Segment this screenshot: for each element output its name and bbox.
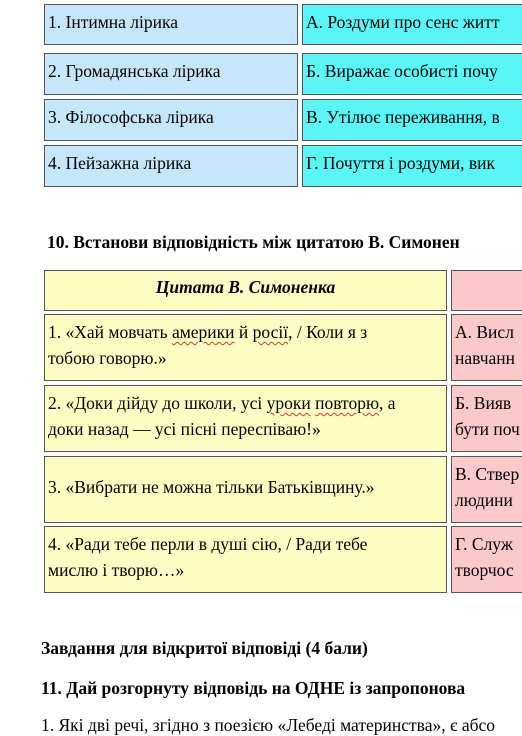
spellcheck-word: повторю: [315, 393, 380, 413]
table9-row-2-left: 2. Громадянська лірика: [44, 53, 298, 95]
task-11-option-1: 1. Які дві речі, згідно з поезією «Лебеді материнства», є абсо: [41, 715, 496, 735]
quote-text: 2. «Доки дійду до школи, усі: [48, 393, 267, 413]
table10-row-3-quote: [44, 456, 447, 523]
table10-row-2-quote: [44, 385, 447, 452]
quote-text: 1. «Хай мовчать: [48, 322, 172, 342]
answer-line-1: В. Ствер: [455, 464, 520, 484]
quote-text-line-2: мислю і творю…»: [48, 560, 185, 580]
spellcheck-word: америки: [171, 322, 235, 342]
task-11-title: 11. Дай розгорнуту відповідь на ОДНЕ із запропонова: [41, 678, 466, 698]
table10-row-2-answer: [451, 385, 522, 452]
table10-row-4-answer: [451, 526, 522, 593]
table10-row-1-answer: [451, 314, 522, 381]
table10-row-4-quote: [44, 526, 447, 593]
table9-row-4-right: Г. Почуття і роздуми, вик: [302, 145, 522, 187]
quote-text: 4. «Ради тебе перли в душі сію, / Ради тебе: [48, 534, 368, 554]
table10-header-quote: Цитата В. Симоненка: [44, 270, 447, 311]
quote-text: 3. «Вибрати не можна тільки Батьківщину.»: [48, 477, 375, 497]
answer-line-1: Б. Вияв: [455, 393, 512, 413]
table9-row-4-left: 4. Пейзажна лірика: [44, 145, 298, 187]
table9-row-1-left: 1. Інтимна лірика: [44, 4, 298, 45]
quote-text-line-2: доки назад — усі пісні переспіваю!»: [48, 419, 321, 439]
quote-text: , а: [379, 393, 396, 413]
answer-line-2: творчос: [455, 560, 514, 580]
open-answer-section-title: Завдання для відкритої відповіді (4 бали): [41, 638, 368, 658]
spellcheck-word: росії: [252, 322, 289, 342]
quote-text: й: [234, 322, 253, 342]
table9-row-3-right: В. Утілює переживання, в: [302, 99, 522, 141]
quote-text: , / Коли я з: [288, 322, 368, 342]
task-10-title: 10. Встанови відповідність між цитатою В. Симонен: [47, 232, 460, 252]
table10-row-1-quote: [44, 314, 447, 381]
answer-line-2: бути поч: [455, 419, 520, 439]
table9-row-2-right: Б. Виражає особисті почу: [302, 53, 522, 95]
table9-row-3-left: 3. Філософська лірика: [44, 99, 298, 141]
table10-header-right: [451, 270, 522, 311]
answer-line-2: навчанн: [455, 348, 516, 368]
spellcheck-word: уроки: [266, 393, 311, 413]
answer-line-1: А. Висл: [455, 322, 514, 342]
answer-line-1: Г. Служ: [455, 534, 513, 554]
quote-text-line-2: тобою говорю.»: [48, 348, 167, 368]
table9-row-1-right: А. Роздуми про сенс житт: [302, 4, 522, 45]
table10-row-3-answer: [451, 456, 522, 523]
answer-line-2: людини: [455, 490, 513, 510]
